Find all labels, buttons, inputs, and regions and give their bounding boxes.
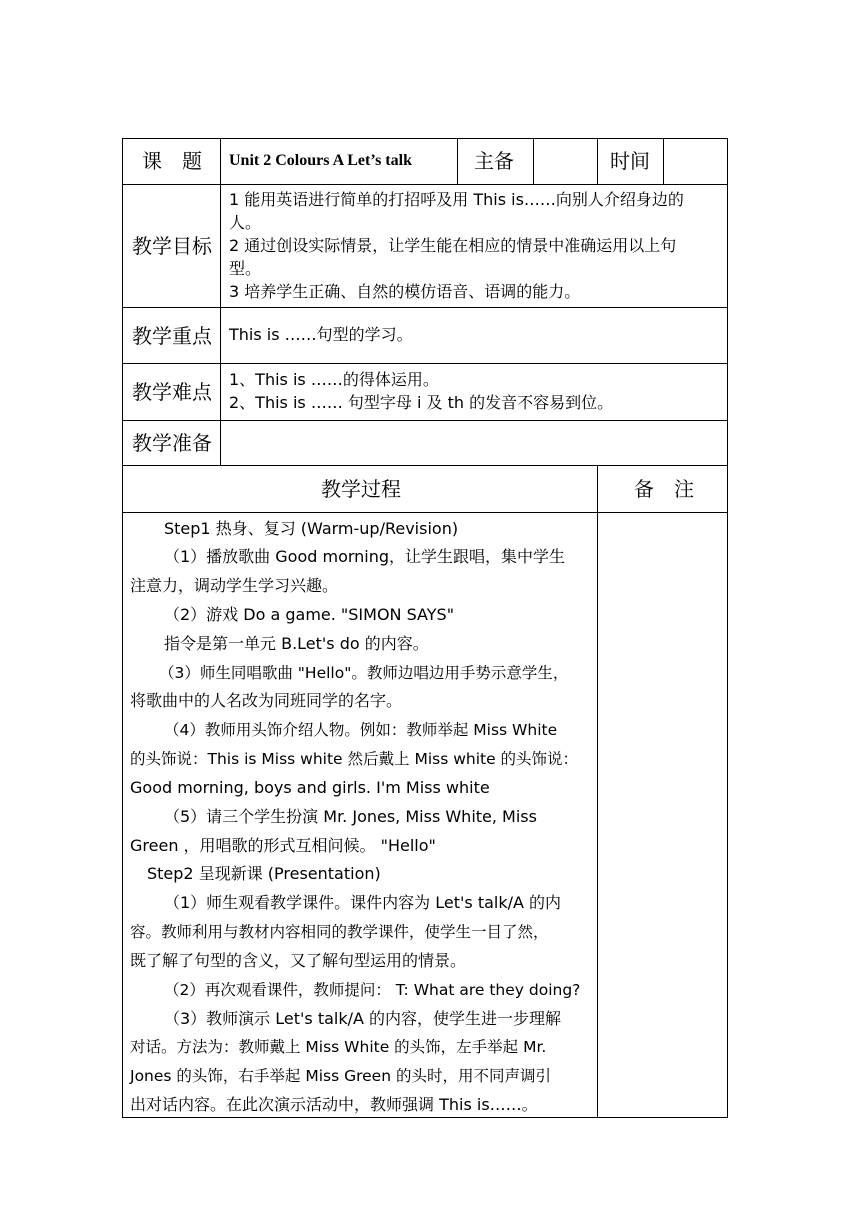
process-line: Jones 的头饰，右手举起 Miss Green 的头时，用不同声调引 [130, 1067, 551, 1085]
process-line: （3）教师演示 Let's talk/A 的内容，使学生进一步理解 [164, 1009, 562, 1028]
process-line: 出对话内容。在此次演示活动中，教师强调 This is……。 [130, 1095, 538, 1114]
header-divider [597, 138, 598, 184]
key-points-label: 教学重点 [132, 324, 212, 348]
objectives-line: 人。 [229, 213, 262, 232]
preparation-label: 教学准备 [132, 431, 212, 455]
process-line: （2）再次观看课件，教师提问： T: What are they doing? [164, 981, 581, 999]
process-line: （3）师生同唱歌曲 "Hello"。教师边唱边用手势示意学生， [159, 664, 569, 682]
header-divider [533, 138, 534, 184]
row-divider [122, 184, 728, 185]
row-divider [122, 465, 728, 466]
difficulties-label: 教学难点 [132, 380, 212, 404]
objectives-line: 型。 [229, 259, 262, 278]
row-divider [122, 420, 728, 421]
process-line: （5）请三个学生扮演 Mr. Jones, Miss White, Miss [164, 807, 537, 826]
row-divider [122, 363, 728, 364]
difficulties-line: 2、This is …… 句型字母 i 及 th 的发音不容易到位。 [229, 393, 614, 412]
process-line: 容。教师利用与教材内容相同的教学课件，使学生一目了然， [130, 923, 549, 941]
topic-label: 课 题 [142, 149, 202, 173]
process-line: 既了解了句型的含义，又了解句型运用的情景。 [130, 951, 467, 970]
process-line: Good morning, boys and girls. I'm Miss white [130, 778, 490, 797]
process-line: （1）播放歌曲 Good morning，让学生跟唱，集中学生 [164, 547, 566, 566]
process-line: Step2 呈现新课 (Presentation) [147, 864, 381, 883]
table-border-left [122, 138, 123, 1118]
time-label: 时间 [610, 149, 650, 173]
objectives-line: 3 培养学生正确、自然的模仿语音、语调的能力。 [229, 282, 581, 301]
process-line: 指令是第一单元 B.Let's do 的内容。 [164, 634, 429, 653]
process-line: 注意力，调动学生学习兴趣。 [130, 576, 339, 595]
topic-value: Unit 2 Colours A Let’s talk [229, 152, 412, 169]
table-border-top [122, 138, 728, 139]
objectives-label: 教学目标 [132, 234, 212, 258]
process-line: （1）师生观看教学课件。课件内容为 Let's talk/A 的内 [164, 893, 562, 912]
process-line: Step1 热身、复习 (Warm-up/Revision) [164, 519, 459, 538]
header-divider [663, 138, 664, 184]
label-column-divider [220, 138, 221, 465]
process-label: 教学过程 [321, 477, 401, 501]
notes-label: 备 注 [634, 477, 694, 501]
row-divider [122, 307, 728, 308]
difficulties-line: 1、This is ……的得体运用。 [229, 370, 439, 389]
process-line: 将歌曲中的人名改为同班同学的名字。 [130, 691, 403, 710]
prepare-label: 主备 [474, 149, 514, 173]
process-line: （4）教师用头饰介绍人物。例如：教师举起 Miss White [164, 721, 558, 739]
process-line: Green ，用唱歌的形式互相问候。 "Hello" [130, 836, 436, 855]
notes-column-divider [597, 465, 598, 1118]
objectives-line: 2 通过创设实际情景，让学生能在相应的情景中准确运用以上句 [229, 236, 677, 255]
header-divider [457, 138, 458, 184]
table-border-right [727, 138, 728, 1118]
objectives-line: 1 能用英语进行简单的打招呼及用 This is……向别人介绍身边的 [229, 190, 684, 209]
process-line: 对话。方法为：教师戴上 Miss White 的头饰，左手举起 Mr. [130, 1038, 547, 1056]
process-line: 的头饰说：This is Miss white 然后戴上 Miss white 的头饰说： [130, 750, 579, 768]
row-divider [122, 512, 728, 513]
table-border-bottom [122, 1117, 728, 1118]
process-line: （2）游戏 Do a game. "SIMON SAYS" [164, 605, 455, 624]
key-points-text: This is ……句型的学习。 [229, 325, 413, 344]
